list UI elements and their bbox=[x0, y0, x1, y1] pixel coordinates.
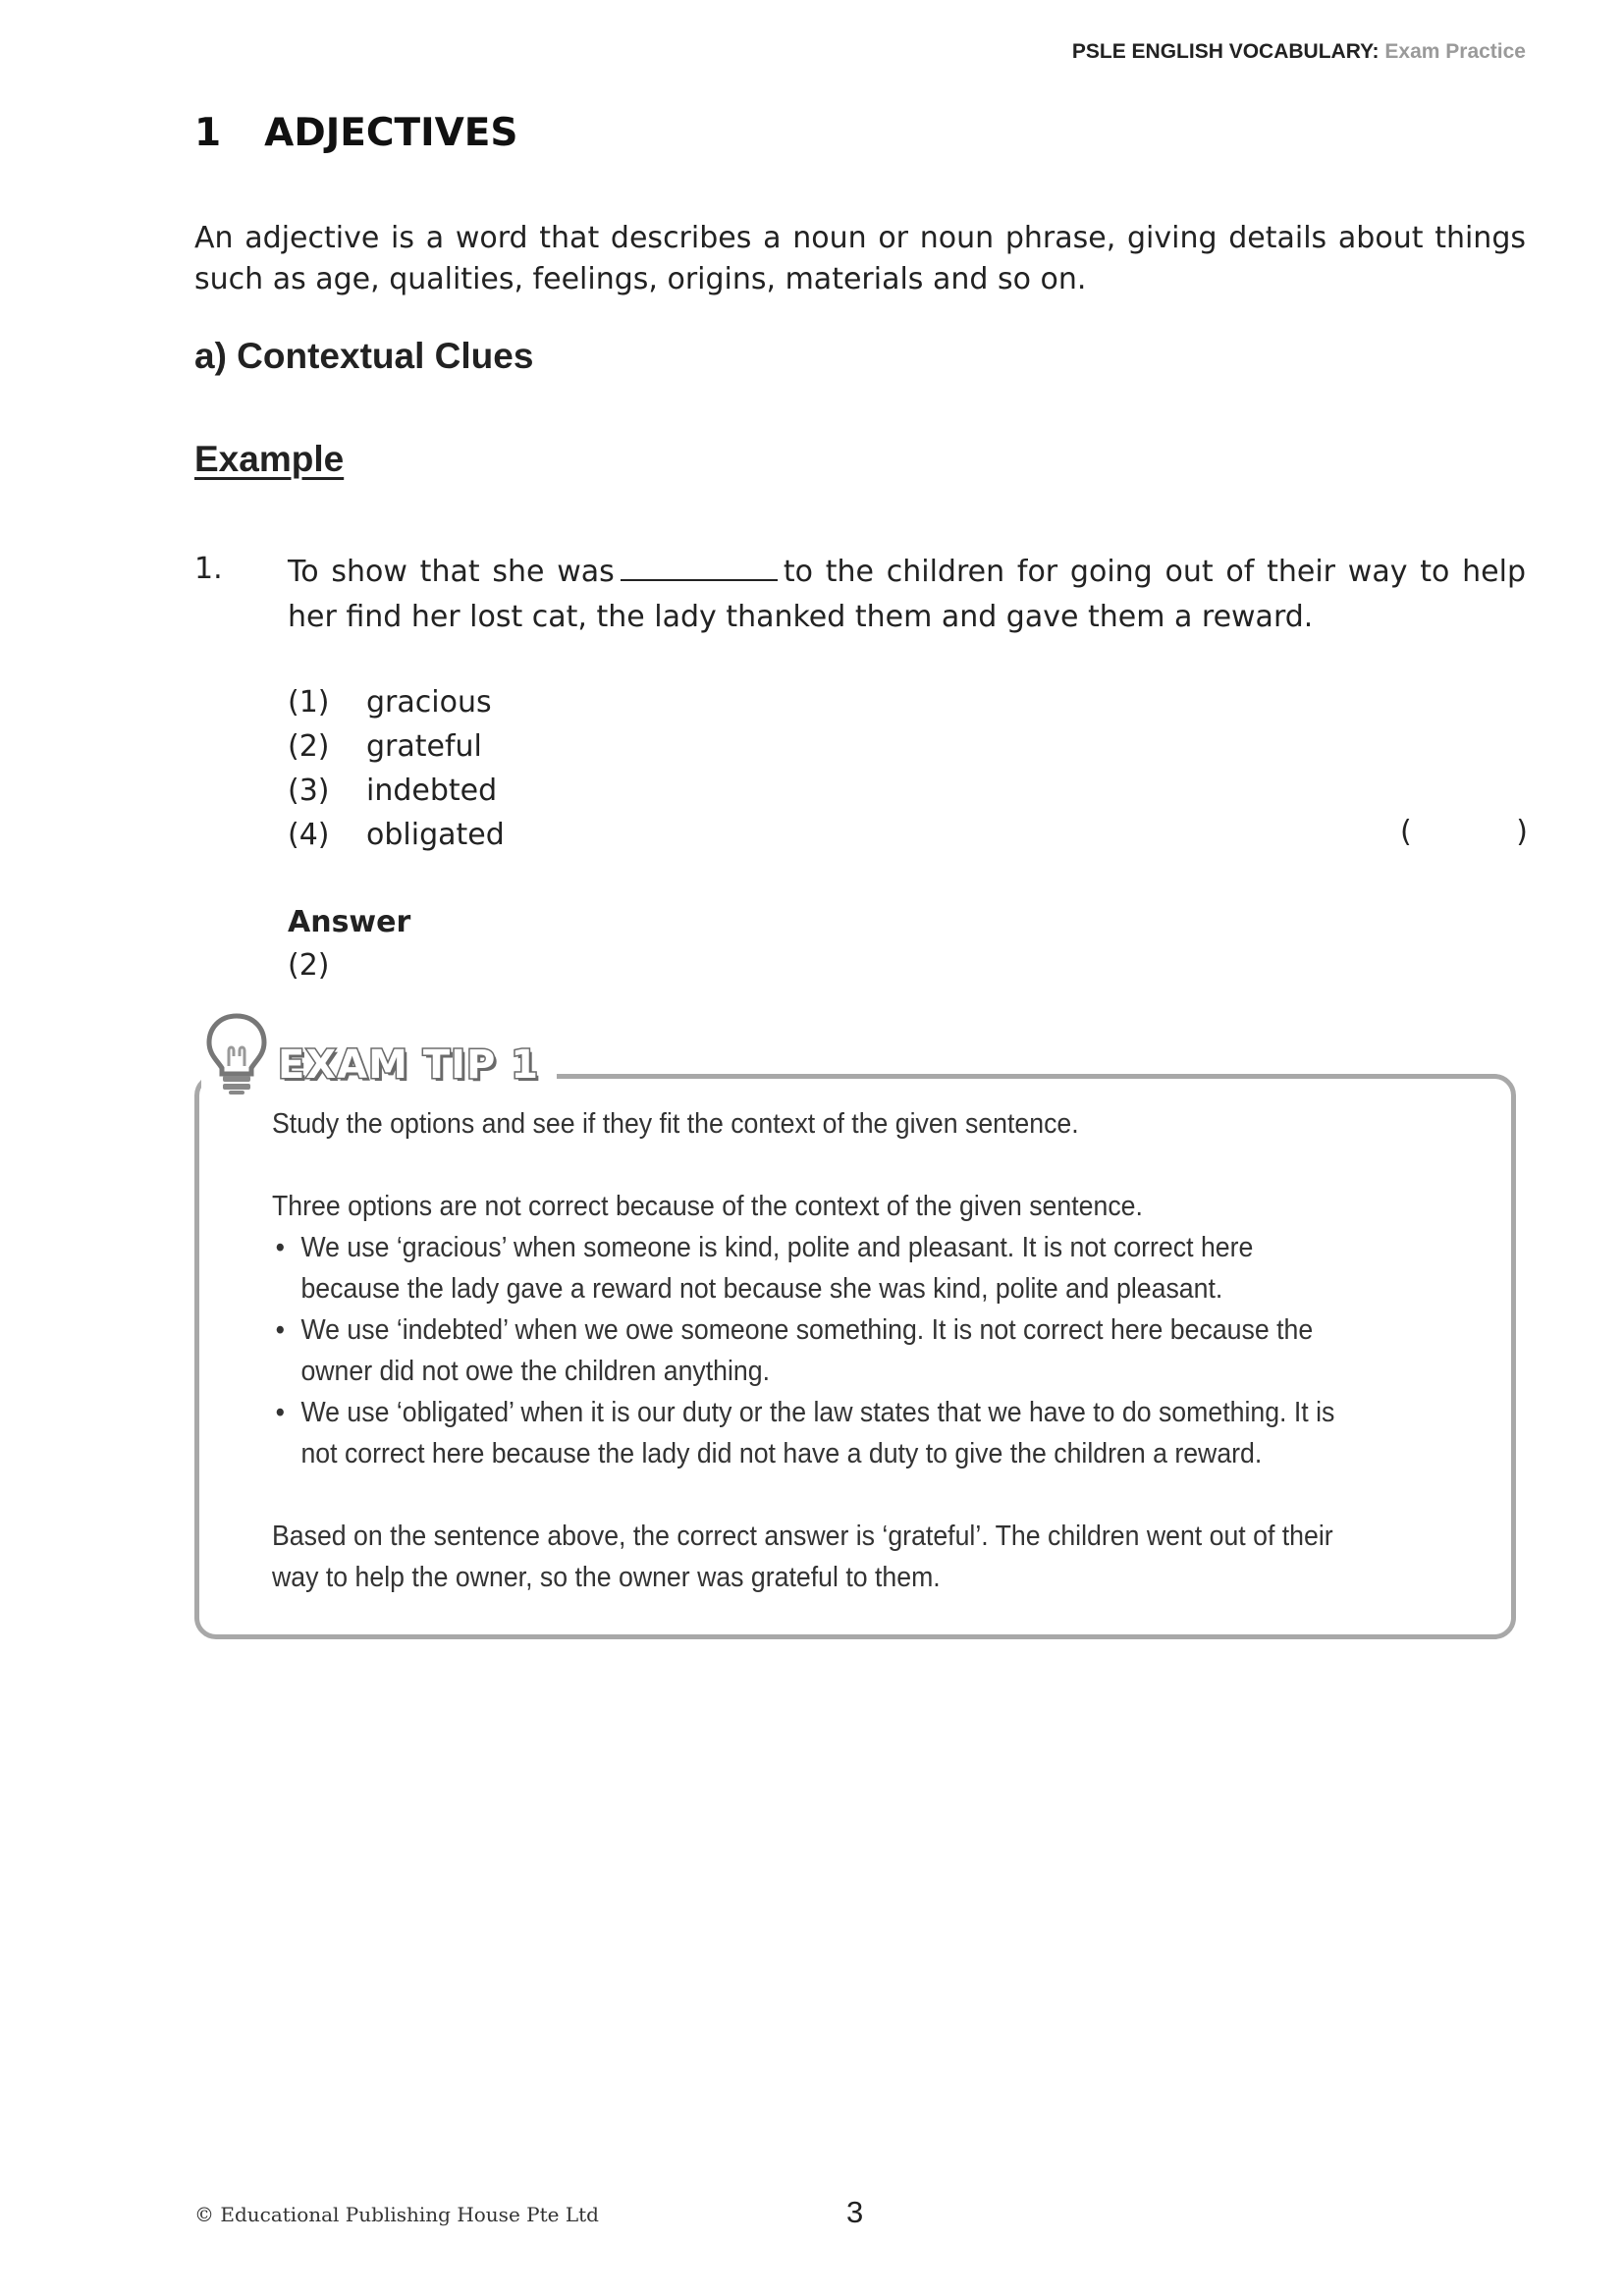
tip-intro: Study the options and see if they fit the context of the given sentence. bbox=[272, 1108, 1079, 1140]
chapter-title: ADJECTIVES bbox=[264, 111, 518, 155]
tip-conclusion: Based on the sentence above, the correct answer is ‘grateful’. The children went out of their way to help the owner, so the owner was grateful to them. bbox=[272, 1521, 1333, 1593]
running-title: PSLE ENGLISH VOCABULARY: bbox=[1071, 40, 1380, 63]
option-item bbox=[288, 769, 505, 813]
tip-bullet-list bbox=[272, 1227, 1356, 1474]
option-number: (3) bbox=[288, 774, 330, 808]
exam-tip-title: EXAM TIP 1 bbox=[278, 1042, 540, 1088]
running-header bbox=[1072, 40, 1526, 64]
tip-bullet: • We use ‘indebted’ when we owe someone something. It is not correct here because the owner did not owe the children anything. bbox=[272, 1309, 1356, 1392]
lightbulb-icon bbox=[201, 1011, 272, 1095]
page-number: 3 bbox=[846, 2195, 864, 2229]
question-text-before: To show that she was bbox=[288, 555, 615, 589]
option-number: (4) bbox=[288, 818, 330, 852]
example-title: Example bbox=[194, 439, 345, 479]
answer-label: Answer bbox=[288, 905, 411, 939]
answer-value: (2) bbox=[288, 948, 330, 983]
question-text-after: to the children for going out of their way to help her find her lost cat, the lady thanked them and gave them a reward. bbox=[288, 555, 1526, 634]
option-number: (1) bbox=[288, 685, 330, 720]
bracket-close: ) bbox=[1516, 815, 1528, 849]
question-text bbox=[288, 550, 1526, 640]
options-list bbox=[288, 680, 505, 857]
option-label: grateful bbox=[366, 729, 482, 764]
chapter-heading bbox=[194, 111, 518, 155]
tip-bullet: • We use ‘obligated’ when it is our duty or the law states that we have to do something. It is not correct here because the lady did not have a duty to give the children a reward. bbox=[272, 1392, 1356, 1474]
tip-bullet: • We use ‘gracious’ when someone is kind, polite and pleasant. It is not correct here because the lady gave a reward not because she was kind, polite and pleasant. bbox=[272, 1227, 1356, 1309]
running-subtitle: Exam Practice bbox=[1384, 40, 1526, 63]
tip-lead: Three options are not correct because of the context of the given sentence. bbox=[272, 1191, 1143, 1222]
bracket-open: ( bbox=[1400, 815, 1412, 849]
question-number: 1. bbox=[194, 552, 223, 586]
exam-tip-header bbox=[201, 1017, 557, 1095]
section-title: a) Contextual Clues bbox=[194, 336, 534, 376]
option-item bbox=[288, 813, 505, 857]
option-item bbox=[288, 680, 505, 724]
footer-copyright: © Educational Publishing House Pte Ltd bbox=[194, 2203, 599, 2226]
option-number: (2) bbox=[288, 729, 330, 764]
option-label: indebted bbox=[366, 774, 498, 808]
exam-tip-content bbox=[272, 1103, 1356, 1598]
chapter-number: 1 bbox=[194, 111, 222, 155]
answer-bracket bbox=[1400, 815, 1528, 849]
chapter-intro: An adjective is a word that describes a noun or noun phrase, giving details about things such as age, qualities, feelings, origins, materials and so on. bbox=[194, 221, 1526, 296]
option-label: obligated bbox=[366, 818, 505, 852]
option-item bbox=[288, 724, 505, 769]
option-label: gracious bbox=[366, 685, 492, 720]
answer-blank bbox=[621, 556, 778, 581]
